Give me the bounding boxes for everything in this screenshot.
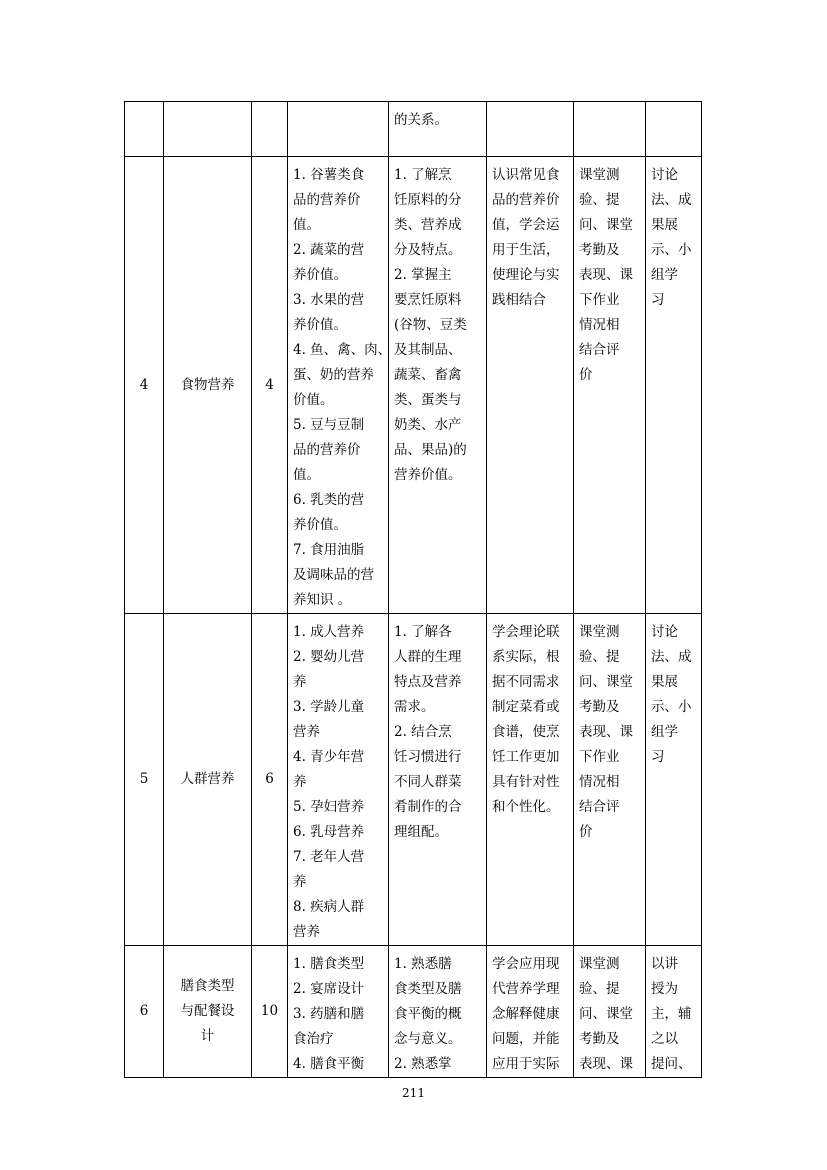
cell-requirements-line: 蔬菜、畜禽 [394,367,462,383]
cell-content [288,102,389,157]
cell-method-line: 法、成 [651,192,692,208]
cell-number: 4 [125,157,164,614]
cell-content-line: 2. 宴席设计 [293,981,365,997]
cell-assessment-line: 价 [579,824,593,840]
cell-content-line: 营养 [293,724,320,740]
cell-quality-line: 品的营养价 [492,192,560,208]
table-row [125,946,702,1078]
cell-content-line: 8. 疾病人群 [293,899,365,915]
cell-requirements-line: 要烹饪原料 [394,292,462,308]
cell-requirements-line: 1. 了解烹 [394,167,452,183]
cell-content-line: 价值。 [293,392,334,408]
cell-requirements-line: 理组配。 [394,824,448,840]
cell-requirements-line: 1. 熟悉膳 [394,956,452,972]
cell-content-line: 值。 [293,217,320,233]
cell-requirements [389,157,487,614]
cell-content-line: 5. 豆与豆制 [293,417,365,433]
cell-quality [487,946,574,1078]
cell-content-line: 1. 膳食类型 [293,956,365,972]
cell-content-line: 1. 成人营养 [293,624,365,640]
cell-assessment-line: 问、课堂 [579,217,633,233]
cell-content-line: 5. 孕妇营养 [293,799,365,815]
cell-requirements-line: 肴制作的合 [394,799,462,815]
cell-content-line: 3. 学龄儿童 [293,699,365,715]
cell-quality-line: 应用于实际 [492,1056,560,1072]
cell-method-line: 法、成 [651,649,692,665]
cell-method-line: 习 [651,292,665,308]
cell-requirements-line: 特点及营养 [394,674,462,690]
cell-assessment-line: 下作业 [579,749,620,765]
cell-content-line: 值。 [293,467,320,483]
cell-content-line: 7. 老年人营 [293,849,365,865]
table-row [125,157,702,614]
cell-content-line: 6. 乳类的营 [293,492,365,508]
cell-requirements-line: 品、果品)的 [394,442,467,458]
cell-method [646,102,702,157]
cell-unit: 人群营养 [164,614,252,946]
cell-content [288,157,392,614]
cell-number [125,102,164,157]
cell-content-line: 4. 鱼、禽、肉、 [293,342,392,358]
cell-assessment-line: 情况相 [579,317,620,333]
cell-content-line: 食治疗 [293,1031,334,1047]
cell-method-line: 授为 [651,981,678,997]
cell-assessment [574,102,646,157]
cell-method-line: 讨论 [651,167,678,183]
course-table [124,101,702,1078]
cell-quality-line: 饪工作更加 [492,749,560,765]
cell-requirements-line: 2. 熟悉掌 [394,1056,452,1072]
cell-requirements-line: 食平衡的概 [394,1006,462,1022]
cell-requirements-line: 的关系。 [394,112,448,128]
cell-assessment [574,157,646,614]
cell-assessment-line: 下作业 [579,292,620,308]
cell-requirements-line: 类、蛋类与 [394,392,462,408]
cell-quality-line: 系实际，根 [492,649,560,665]
cell-quality-line: 制定菜肴或 [492,699,560,715]
cell-quality-line: 具有针对性 [492,774,560,790]
cell-method-line: 组学 [651,267,678,283]
cell-assessment-line: 验、提 [579,981,620,997]
cell-quality-line: 和个性化。 [492,799,560,815]
cell-quality-line: 据不同需求 [492,674,560,690]
table-row [125,102,702,157]
cell-content-line: 养价值。 [293,267,347,283]
cell-requirements [389,946,487,1078]
cell-assessment-line: 表现、课 [579,724,633,740]
cell-method-line: 提问、 [651,1056,692,1072]
cell-unit: 膳食类型与配餐设计 [164,946,252,1078]
cell-content-line: 养 [293,874,307,890]
cell-unit: 食物营养 [164,157,252,614]
cell-number: 5 [125,614,164,946]
cell-assessment-line: 考勤及 [579,242,620,258]
cell-content-line: 2. 蔬菜的营 [293,242,365,258]
cell-assessment-line: 情况相 [579,774,620,790]
cell-assessment-line: 验、提 [579,649,620,665]
cell-requirements-line: 饪习惯进行 [394,749,462,765]
cell-content [288,946,389,1078]
cell-content-line: 4. 青少年营 [293,749,365,765]
cell-quality-line: 代营养学理 [492,981,560,997]
cell-content-line: 7. 食用油脂 [293,542,365,558]
cell-assessment-line: 考勤及 [579,1031,620,1047]
cell-quality [487,157,574,614]
cell-content-line: 品的营养价 [293,192,361,208]
cell-content-line: 及调味品的营 [293,567,374,583]
cell-method-line: 讨论 [651,624,678,640]
cell-method-line: 主，辅 [651,1006,692,1022]
cell-assessment [574,946,646,1078]
cell-unit [164,102,252,157]
cell-assessment-line: 课堂测 [579,167,620,183]
cell-quality-line: 践相结合 [492,292,546,308]
cell-method-line: 示、小 [651,699,692,715]
cell-requirements-line: 1. 了解各 [394,624,452,640]
page-number: 211 [402,1086,425,1100]
cell-requirements-line: 分及特点。 [394,242,462,258]
cell-hours: 6 [252,614,288,946]
cell-requirements-line: 食类型及膳 [394,981,462,997]
cell-content-line: 3. 药膳和膳 [293,1006,365,1022]
cell-method-line: 组学 [651,724,678,740]
cell-content-line: 3. 水果的营 [293,292,365,308]
cell-quality-line: 使理论与实 [492,267,560,283]
cell-content-line: 4. 膳食平衡 [293,1056,365,1072]
cell-quality-line: 学会理论联 [492,624,560,640]
cell-requirements-line: 奶类、水产 [394,417,462,433]
cell-requirements-line: 及其制品、 [394,342,462,358]
cell-assessment [574,614,646,946]
cell-content-line: 养价值。 [293,517,347,533]
table-row [125,614,702,946]
cell-requirements-line: 类、营养成 [394,217,462,233]
cell-assessment-line: 结合评 [579,799,620,815]
cell-hours: 10 [252,946,288,1078]
cell-content-line: 养 [293,674,307,690]
cell-requirements-line: 饪原料的分 [394,192,462,208]
cell-content-line: 养知识 。 [293,592,352,608]
cell-content [288,614,389,946]
cell-assessment-line: 表现、课 [579,267,633,283]
cell-assessment-line: 问、课堂 [579,674,633,690]
cell-requirements-line: 营养价值。 [394,467,462,483]
cell-quality [487,102,574,157]
cell-method [646,614,702,946]
cell-assessment-line: 验、提 [579,192,620,208]
cell-requirements-line: 2. 结合烹 [394,724,452,740]
cell-content-line: 蛋、奶的营养 [293,367,374,383]
cell-content-line: 养价值。 [293,317,347,333]
cell-content-line: 2. 婴幼儿营 [293,649,365,665]
cell-content-line: 6. 乳母营养 [293,824,365,840]
cell-requirements [389,102,487,157]
cell-method-line: 示、小 [651,242,692,258]
cell-content-line: 营养 [293,924,320,940]
cell-quality-line: 值，学会运 [492,217,560,233]
cell-hours [252,102,288,157]
cell-number: 6 [125,946,164,1078]
cell-hours: 4 [252,157,288,614]
cell-quality-line: 认识常见食 [492,167,560,183]
cell-method [646,157,702,614]
cell-requirements-line: 2. 掌握主 [394,267,452,283]
cell-requirements-line: 念与意义。 [394,1031,462,1047]
cell-quality-line: 食谱，使烹 [492,724,560,740]
cell-assessment-line: 课堂测 [579,624,620,640]
cell-content-line: 品的营养价 [293,442,361,458]
cell-assessment-line: 价 [579,367,593,383]
cell-method-line: 以讲 [651,956,678,972]
cell-requirements-line: 不同人群菜 [394,774,462,790]
cell-content-line: 养 [293,774,307,790]
cell-method-line: 习 [651,749,665,765]
cell-assessment-line: 结合评 [579,342,620,358]
cell-requirements-line: (谷物、豆类 [394,317,467,333]
cell-method-line: 之以 [651,1031,678,1047]
cell-quality-line: 用于生活， [492,242,560,258]
cell-assessment-line: 考勤及 [579,699,620,715]
cell-assessment-line: 问、课堂 [579,1006,633,1022]
cell-requirements-line: 人群的生理 [394,649,462,665]
cell-assessment-line: 课堂测 [579,956,620,972]
cell-requirements-line: 需求。 [394,699,435,715]
cell-method [646,946,702,1078]
cell-method-line: 果展 [651,217,678,233]
cell-requirements [389,614,487,946]
cell-quality-line: 问题，并能 [492,1031,560,1047]
cell-method-line: 果展 [651,674,678,690]
cell-quality-line: 学会应用现 [492,956,560,972]
cell-content-line: 1. 谷薯类食 [293,167,365,183]
cell-quality-line: 念解释健康 [492,1006,560,1022]
cell-assessment-line: 表现、课 [579,1056,633,1072]
cell-quality [487,614,574,946]
